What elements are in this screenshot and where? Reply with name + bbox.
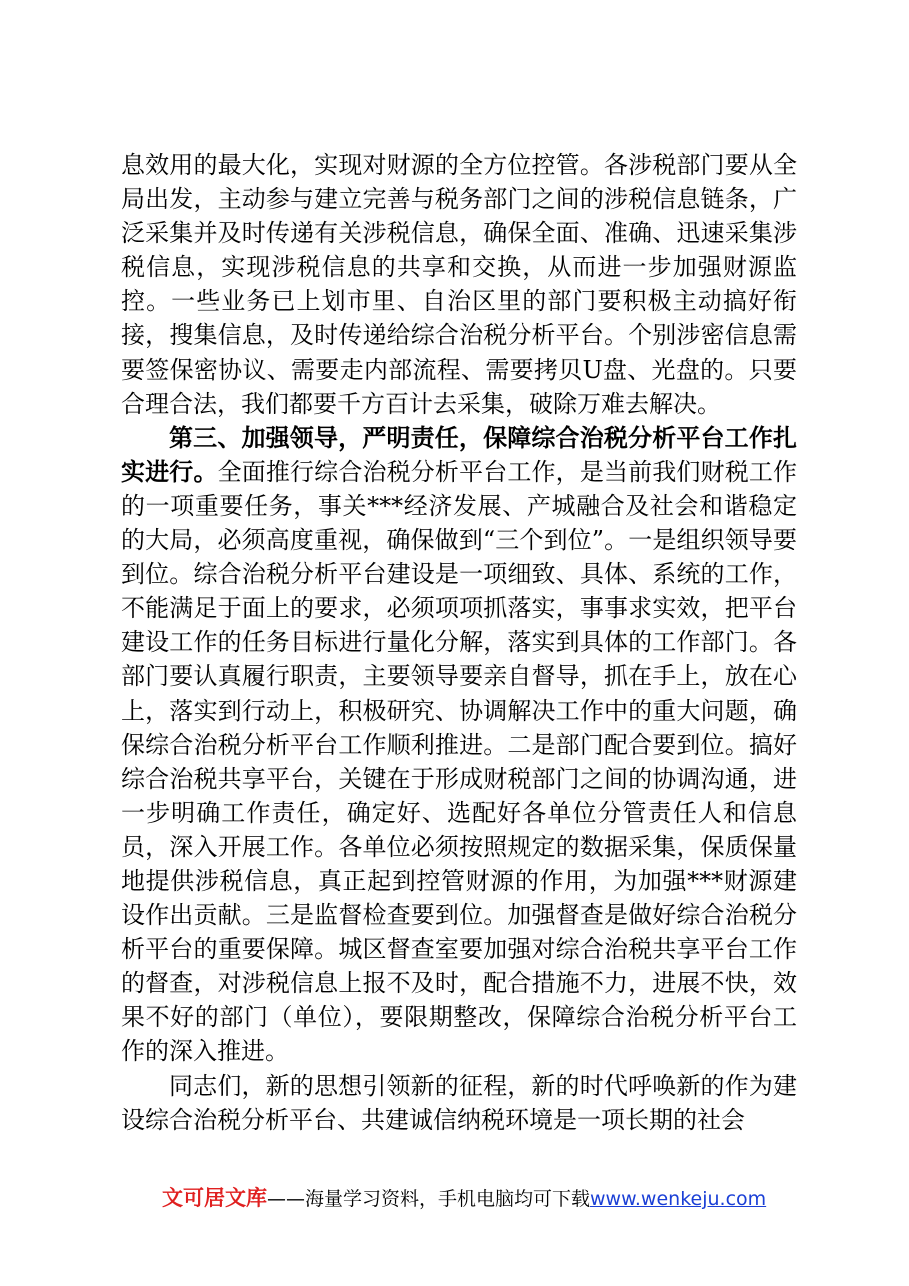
footer-brand: 文可居文库 — [162, 1186, 267, 1210]
footer-banner — [162, 1183, 766, 1213]
document-body — [121, 148, 797, 1137]
section-three-paragraph — [121, 421, 797, 1069]
section-three-body: 全面推行综合治税分析平台工作，是当前我们财税工作的一项重要任务，事关***经济发展、产城融合及社会和谐稳定的大局，必须高度重视，确保做到“三个到位”。一是组织领导要到位。综合治税分析平台建设是一项细致、具体、系统的工作，不能满足于面上的要求，必须项项抓落实，事事求实效，把平台建设工作的任务目标进行量化分解，落实到具体的工作部门。各部门要认真履行职责，主要领导要亲自督导，抓在手上，放在心上，落实到行动上，积极研究、协调解决工作中的重大问题，确保综合治税分析平台工作顺利推进。二是部门配合要到位。搞好综合治税共享平台，关键在于形成财税部门之间的协调沟通，进一步明确工作责任，确定好、选配好各单位分管责任人和信息员，深入开展工作。各单位必须按照规定的数据采集，保质保量地提供涉税信息，真正起到控管财源的作用，为加强***财源建设作出贡献。三是监督检查要到位。加强督查是做好综合治税分析平台的重要保障。城区督查室要加强对综合治税共享平台工作的督查，对涉税信息上报不及时，配合措施不力，进展不快，效果不好的部门（单位），要限期整改，保障综合治税分析平台工作的深入推进。 — [121, 457, 797, 1066]
paragraph-continuation: 息效用的最大化，实现对财源的全方位控管。各涉税部门要从全局出发，主动参与建立完善与税务部门之间的涉税信息链条，广泛采集并及时传递有关涉税信息，确保全面、准确、迅速采集涉税信息，实现涉税信息的共享和交换，从而进一步加强财源监控。一些业务已上划市里、自治区里的部门要积极主动搞好衔接，搜集信息，及时传递给综合治税分析平台。个别涉密信息需要签保密协议、需要走内部流程、需要拷贝U盘、光盘的。只要合理合法，我们都要千方百计去采集，破除万难去解决。 — [121, 151, 797, 418]
footer-tagline: ——海量学习资料，手机电脑均可下载 — [267, 1188, 591, 1210]
footer-url-link[interactable]: www.wenkeju.com — [590, 1188, 767, 1210]
closing-paragraph: 同志们，新的思想引领新的征程，新的时代呼唤新的作为建设综合治税分析平台、共建诚信纳税环境是一项长期的社会 — [121, 1071, 797, 1134]
section-three-heading: 第三、加强领导，严明责任，保障综合治税分析平台工作扎实进行。 — [121, 423, 797, 486]
